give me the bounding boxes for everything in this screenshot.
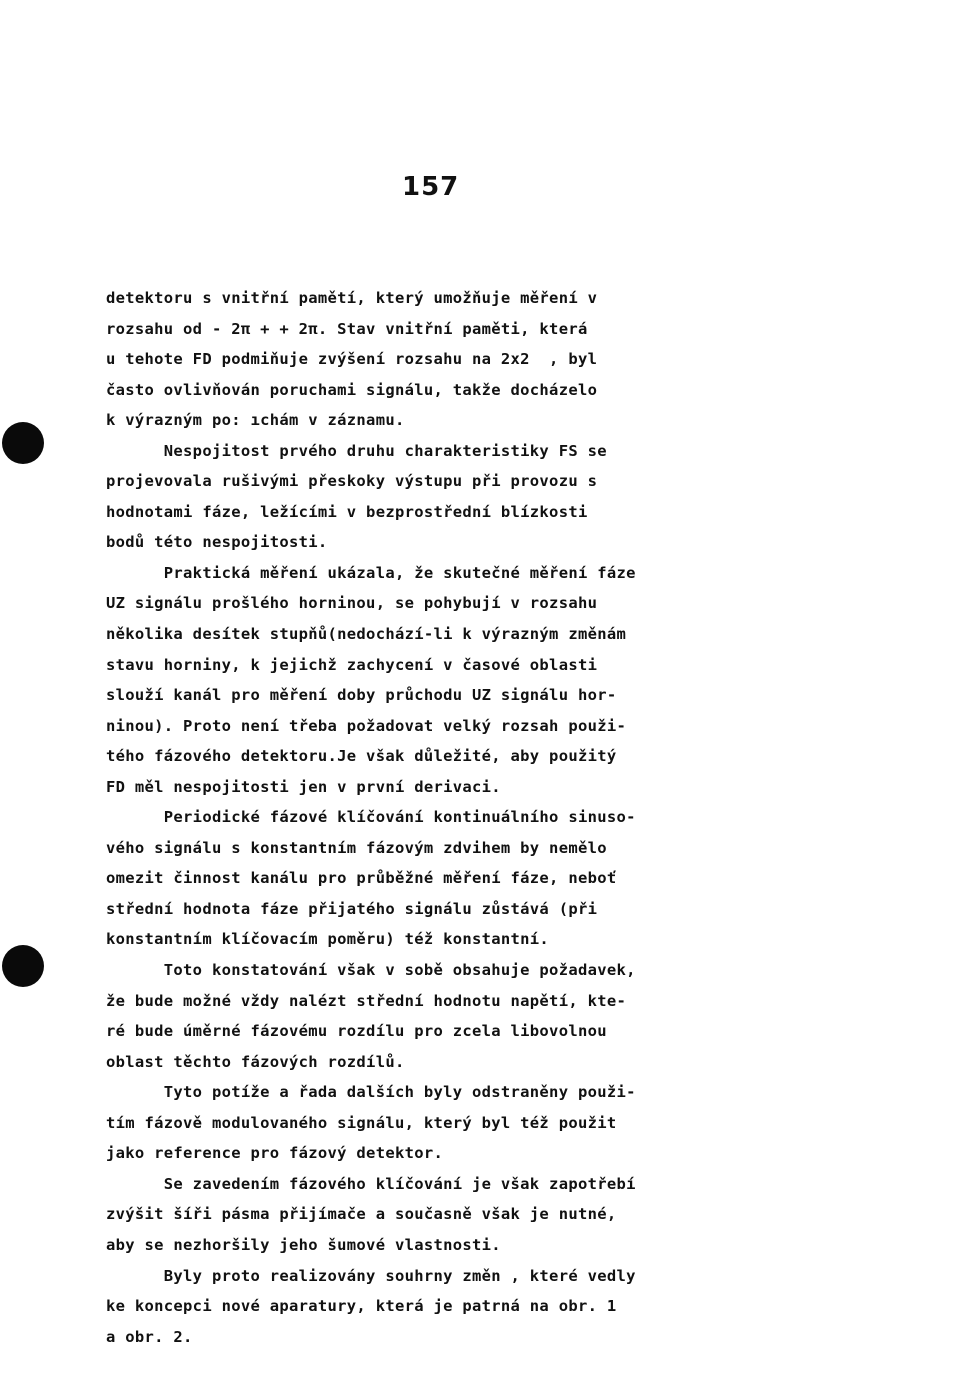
text-line: zvýšit šíři pásma přijímače a současně však je nutné, [106, 1205, 617, 1224]
text-line: stavu horniny, k jejichž zachycení v časové oblasti [106, 655, 598, 674]
text-line: tím fázově modulovaného signálu, který byl též použit [106, 1113, 617, 1132]
text-line: vého signálu s konstantním fázovým zdvihem by nemělo [106, 838, 607, 857]
text-line: střední hodnota fáze přijatého signálu zůstává (při [106, 899, 598, 918]
text-line: že bude možné vždy nalézt střední hodnotu napětí, kte- [106, 991, 627, 1010]
text-line: a obr. 2. [106, 1327, 193, 1346]
text-line: několika desítek stupňů(nedochází-li k výrazným změnám [106, 625, 627, 644]
text-line: Periodické fázové klíčování kontinuálního sinuso- [106, 808, 636, 827]
text-line: rozsahu od - 2π + + 2π. Stav vnitřní paměti, která [106, 319, 588, 338]
text-line: ninou). Proto není třeba požadovat velký rozsah použi- [106, 716, 627, 735]
body-text [106, 283, 766, 1352]
text-line: Nespojitost prvého druhu charakteristiky FS se [106, 441, 607, 460]
text-line: FD měl nespojitosti jen v první derivaci. [106, 777, 501, 796]
text-line: detektoru s vnitřní pamětí, který umožňuje měření v [106, 289, 598, 307]
text-line: hodnotami fáze, ležícími v bezprostřední blízkosti [106, 502, 588, 521]
text-line: omezit činnost kanálu pro průběžné měření fáze, neboť [106, 869, 617, 888]
text-line: bodů této nespojitosti. [106, 533, 328, 552]
text-line: Tyto potíže a řada dalších byly odstraněny použi- [106, 1083, 636, 1102]
text-line: oblast těchto fázových rozdílů. [106, 1052, 405, 1071]
punch-hole [2, 422, 44, 464]
text-line: u tehote FD podmiňuje zvýšení rozsahu na 2x2 , byl [106, 350, 598, 369]
text-line: ré bude úměrné fázovému rozdílu pro zcela libovolnou [106, 1022, 607, 1041]
text-line: Byly proto realizovány souhrny změn , které vedly [106, 1266, 636, 1285]
text-line: Praktická měření ukázala, že skutečné měření fáze [106, 563, 636, 582]
text-line: slouží kanál pro měření doby průchodu UZ signálu hor- [106, 686, 617, 705]
text-line: UZ signálu prošlého horninou, se pohybují v rozsahu [106, 594, 598, 613]
text-line: Toto konstatování však v sobě obsahuje požadavek, [106, 961, 636, 980]
text-line: k výrazným po: ıchám v záznamu. [106, 411, 405, 430]
text-line: často ovlivňován poruchami signálu, takže docházelo [106, 380, 598, 399]
text-line: jako reference pro fázový detektor. [106, 1144, 444, 1163]
text-line: tého fázového detektoru.Je však důležité, aby použitý [106, 747, 617, 766]
text-line: Se zavedením fázového klíčování je však zapotřebí [106, 1174, 636, 1193]
text-line: projevovala rušivými přeskoky výstupu při provozu s [106, 472, 598, 491]
page-number: 157 [402, 172, 460, 202]
text-line: ke koncepci nové aparatury, která je patrná na obr. 1 [106, 1297, 617, 1316]
text-line: konstantním klíčovacím poměru) též konstantní. [106, 930, 550, 949]
text-line: aby se nezhoršily jeho šumové vlastnosti. [106, 1235, 501, 1254]
punch-hole [2, 945, 44, 987]
